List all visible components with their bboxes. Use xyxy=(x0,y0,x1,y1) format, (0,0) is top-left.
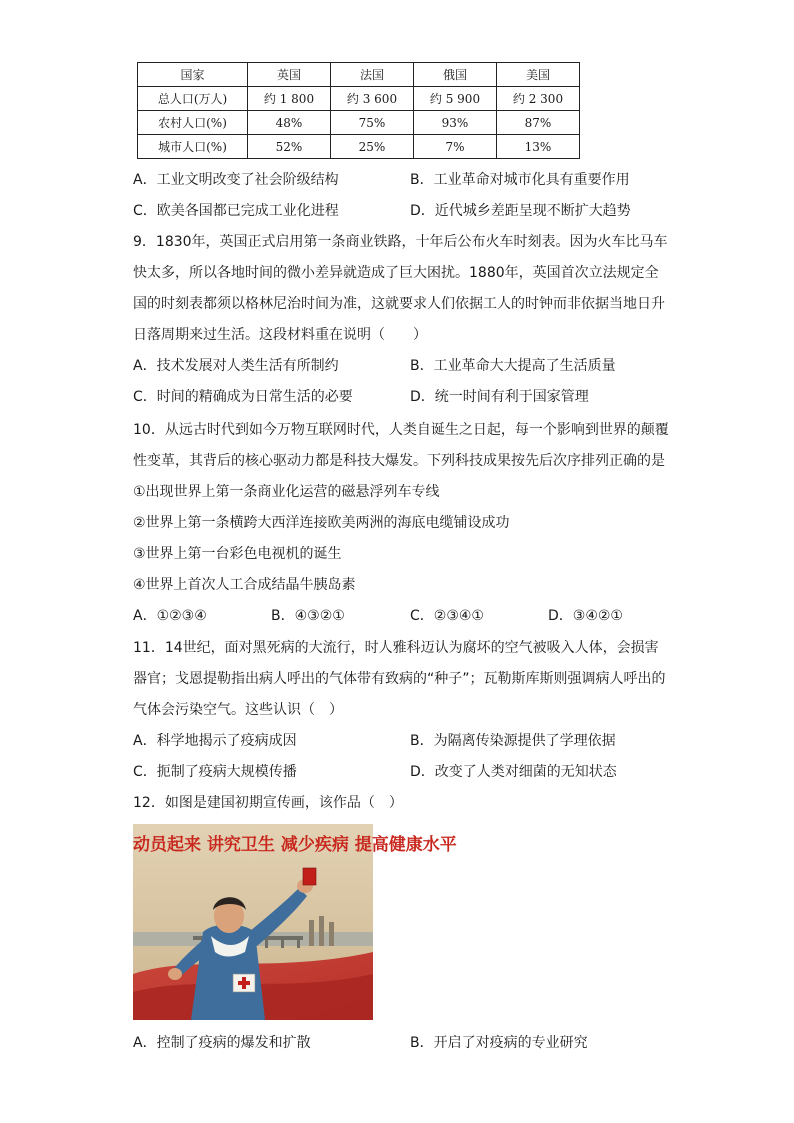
table-cell: 城市人口(%) xyxy=(138,135,248,159)
q10-item-4: ④世界上首次人工合成结晶牛胰岛素 xyxy=(133,577,356,593)
q8-option-d[interactable]: D．近代城乡差距呈现不断扩大趋势 xyxy=(410,203,631,219)
q11-option-b[interactable]: B．为隔离传染源提供了学理依据 xyxy=(410,733,616,749)
table-row xyxy=(138,135,580,159)
table-cell: 总人口(万人) xyxy=(138,87,248,111)
q9-stem-line: 9．1830年，英国正式启用第一条商业铁路，十年后公布火车时刻表。因为火车比马车 xyxy=(133,234,668,250)
q11-option-c[interactable]: C．扼制了疫病大规模传播 xyxy=(133,764,297,780)
table-cell: 75% xyxy=(331,111,414,135)
table-header-cell: 英国 xyxy=(248,63,331,87)
table-header-row xyxy=(138,63,580,87)
propaganda-poster-image xyxy=(133,824,457,1020)
q9-stem-line: 快太多，所以各地时间的微小差异就造成了巨大困扰。1880年，英国首次立法规定全 xyxy=(133,265,659,281)
population-table xyxy=(137,62,580,159)
q9-option-a[interactable]: A．技术发展对人类生活有所制约 xyxy=(133,358,339,374)
table-cell: 约 3 600 xyxy=(331,87,414,111)
table-header-cell: 法国 xyxy=(331,63,414,87)
q8-option-b[interactable]: B．工业革命对城市化具有重要作用 xyxy=(410,172,630,188)
q12-option-a[interactable]: A．控制了疫病的爆发和扩散 xyxy=(133,1035,311,1051)
table-cell: 93% xyxy=(414,111,497,135)
table-cell: 48% xyxy=(248,111,331,135)
q10-option-c[interactable]: C．②③④① xyxy=(410,608,484,624)
table-cell: 87% xyxy=(497,111,580,135)
table-cell: 农村人口(%) xyxy=(138,111,248,135)
q11-stem-line: 器官；戈恩提勒指出病人呼出的气体带有致病的“种子”；瓦勒斯库斯则强调病人呼出的 xyxy=(133,671,666,687)
q9-option-c[interactable]: C．时间的精确成为日常生活的必要 xyxy=(133,389,353,405)
q10-option-d[interactable]: D．③④②① xyxy=(548,608,623,624)
q12-option-b[interactable]: B．开启了对疫病的专业研究 xyxy=(410,1035,588,1051)
q10-item-2: ②世界上第一条横跨大西洋连接欧美两洲的海底电缆铺设成功 xyxy=(133,515,510,531)
q9-stem-line: 国的时刻表都须以格林尼治时间为准，这就要求人们依据工人的时钟而非依据当地日升 xyxy=(133,296,665,312)
table-cell: 13% xyxy=(497,135,580,159)
q11-option-a[interactable]: A．科学地揭示了疫病成因 xyxy=(133,733,297,749)
q8-option-a[interactable]: A．工业文明改变了社会阶级结构 xyxy=(133,172,339,188)
table-cell: 25% xyxy=(331,135,414,159)
table-row xyxy=(138,111,580,135)
q10-item-1: ①出现世界上第一条商业化运营的磁悬浮列车专线 xyxy=(133,484,440,500)
table-header-cell: 美国 xyxy=(497,63,580,87)
table-header-cell: 国家 xyxy=(138,63,248,87)
table-header-cell: 俄国 xyxy=(414,63,497,87)
q10-option-b[interactable]: B．④③②① xyxy=(271,608,345,624)
q10-option-a[interactable]: A．①②③④ xyxy=(133,608,207,624)
table-cell: 约 2 300 xyxy=(497,87,580,111)
table-cell: 约 5 900 xyxy=(414,87,497,111)
table-cell: 52% xyxy=(248,135,331,159)
table-row xyxy=(138,87,580,111)
q9-option-b[interactable]: B．工业革命大大提高了生活质量 xyxy=(410,358,616,374)
q12-stem: 12．如图是建国初期宣传画，该作品（ ） xyxy=(133,795,403,811)
q11-option-d[interactable]: D．改变了人类对细菌的无知状态 xyxy=(410,764,617,780)
q8-option-c[interactable]: C．欧美各国都已完成工业化进程 xyxy=(133,203,339,219)
table-cell: 约 1 800 xyxy=(248,87,331,111)
q11-stem-line: 11．14世纪，面对黑死病的大流行，时人雅科迈认为腐坏的空气被吸入人体，会损害 xyxy=(133,640,659,656)
q9-stem-line: 日落周期来过生活。这段材料重在说明（ ） xyxy=(133,327,427,343)
q11-stem-line: 气体会污染空气。这些认识（ ） xyxy=(133,702,343,718)
q10-item-3: ③世界上第一台彩色电视机的诞生 xyxy=(133,546,342,562)
q10-stem-line: 性变革，其背后的核心驱动力都是科技大爆发。下列科技成果按先后次序排列正确的是 xyxy=(133,453,665,469)
q10-stem-line: 10．从远古时代到如今万物互联网时代，人类自诞生之日起，每一个影响到世界的颠覆 xyxy=(133,422,669,438)
table-cell: 7% xyxy=(414,135,497,159)
q9-option-d[interactable]: D．统一时间有利于国家管理 xyxy=(410,389,589,405)
poster-slogan: 动员起来 讲究卫生 减少疾病 提高健康水平 xyxy=(133,835,457,855)
